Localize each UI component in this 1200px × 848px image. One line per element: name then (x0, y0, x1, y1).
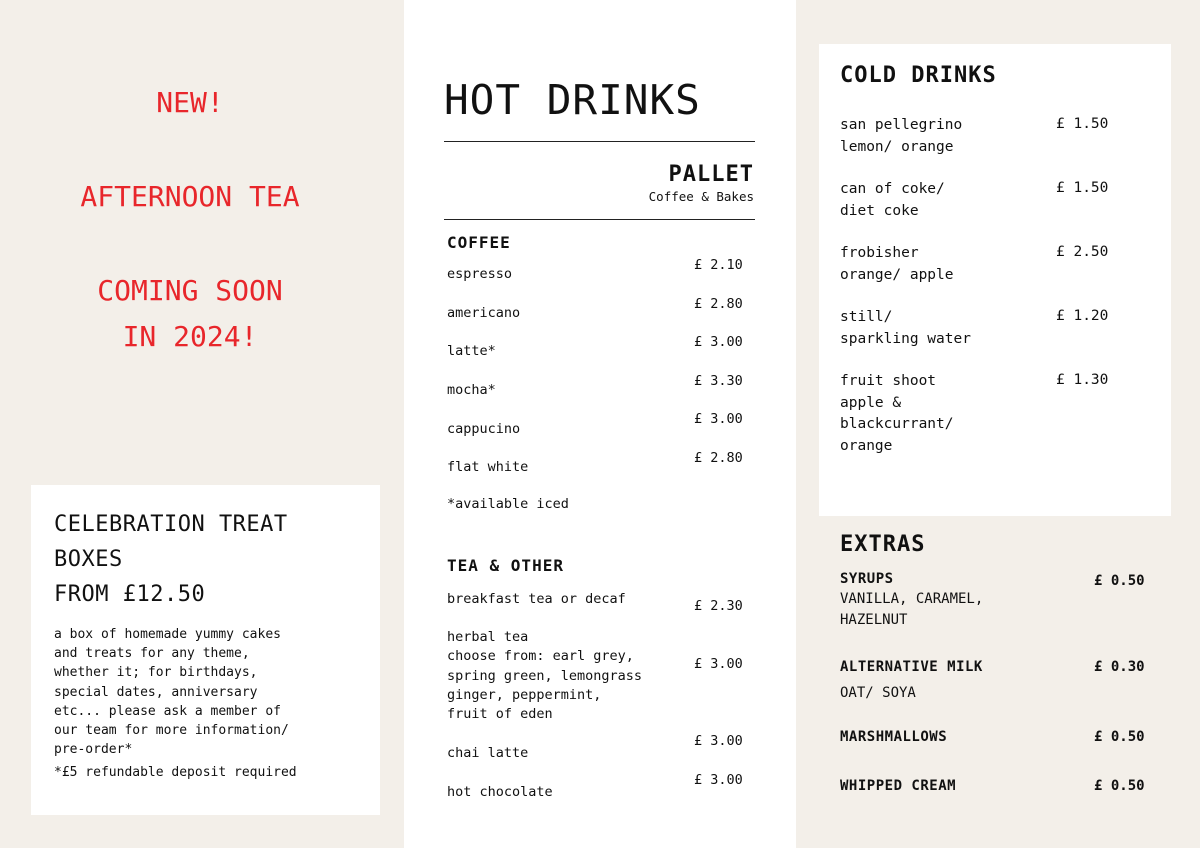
tea-heading: TEA & OTHER (447, 556, 564, 575)
menu-item-name: americano (447, 305, 521, 321)
treat-title (54, 507, 364, 612)
promo-coming-soon: COMING SOON (97, 274, 283, 307)
menu-item-price: £ 2.80 (694, 450, 743, 466)
menu-item-name: breakfast tea or decaf (447, 591, 626, 607)
menu-item-name: flat white (447, 459, 529, 475)
treat-title-line2: BOXES (54, 547, 123, 572)
menu-item-price: £ 2.50 (1056, 244, 1109, 260)
menu-item-price: £ 3.00 (694, 656, 743, 672)
treat-title-line1: CELEBRATION TREAT (54, 512, 288, 537)
menu-item-price: £ 3.00 (694, 733, 743, 749)
menu-item-name: espresso (447, 266, 513, 282)
menu-item-name: cappucino (447, 421, 521, 437)
hot-drinks-panel (404, 0, 796, 848)
brand-subtitle: Coffee & Bakes (648, 189, 754, 204)
menu-item-price: £ 1.50 (1056, 180, 1109, 196)
extras-title: EXTRAS (840, 532, 926, 557)
menu-item-price: £ 3.00 (694, 411, 743, 427)
extra-item-price: £ 0.50 (1094, 729, 1145, 745)
hot-drinks-title: HOT DRINKS (444, 76, 701, 124)
promo-afternoon-tea: AFTERNOON TEA (80, 180, 300, 213)
iced-note: *available iced (447, 496, 569, 512)
menu-item-name: latte* (447, 343, 496, 359)
extra-item-name: WHIPPED CREAM (840, 778, 957, 794)
treat-deposit-note: *£5 refundable deposit required (54, 765, 297, 780)
menu-item-price: £ 1.30 (1056, 372, 1109, 388)
divider (444, 219, 755, 220)
extra-item-name: SYRUPS (840, 571, 894, 587)
menu-item-name: hot chocolate (447, 784, 553, 800)
extra-item-name: ALTERNATIVE MILK (840, 659, 983, 675)
menu-item-price: £ 3.00 (694, 334, 743, 350)
menu-item-name: mocha* (447, 382, 496, 398)
menu-item-price: £ 1.20 (1056, 308, 1109, 324)
menu-item-price: £ 2.30 (694, 598, 743, 614)
right-panel (796, 0, 1200, 848)
divider (444, 141, 755, 142)
menu-item-name: still/ sparkling water (840, 309, 971, 347)
menu-item-price: £ 1.50 (1056, 116, 1109, 132)
treat-description: a box of homemade yummy cakes and treats for any theme, whether it; for birthdays, special dates, anniversary etc... please ask a member of our team for more information/ pre-order* (54, 627, 289, 758)
brand-name: PALLET (668, 162, 754, 187)
extra-item-price: £ 0.50 (1094, 573, 1145, 589)
menu-item-name: can of coke/ diet coke (840, 181, 945, 219)
treat-box-card (31, 485, 380, 815)
menu-item-price: £ 3.00 (694, 772, 743, 788)
menu-item-name: fruit shoot apple & blackcurrant/ orange (840, 373, 954, 454)
brand (649, 162, 754, 204)
menu-item-name: san pellegrino lemon/ orange (840, 117, 963, 155)
extra-item-price: £ 0.50 (1094, 778, 1145, 794)
cold-drinks-card (819, 44, 1171, 516)
extra-item-price: £ 0.30 (1094, 659, 1145, 675)
extra-item-options: VANILLA, CARAMEL, HAZELNUT (840, 591, 984, 628)
promo-new: NEW! (156, 86, 224, 119)
menu-item-price: £ 2.10 (694, 257, 743, 273)
extra-item-name: MARSHMALLOWS (840, 729, 948, 745)
cold-drinks-title: COLD DRINKS (840, 63, 997, 88)
extra-item-options: OAT/ SOYA (840, 685, 916, 701)
treat-title-line3: FROM £12.50 (54, 582, 206, 607)
left-panel (0, 0, 404, 848)
coffee-heading: COFFEE (447, 233, 511, 252)
menu-item-name: chai latte (447, 745, 529, 761)
menu-item-name: herbal tea choose from: earl grey, spring green, lemongrass ginger, peppermint, fruit of eden (447, 629, 643, 723)
promo-year: IN 2024! (122, 320, 258, 353)
menu-item-price: £ 3.30 (694, 373, 743, 389)
menu-item-name: frobisher orange/ apple (840, 245, 954, 283)
menu-item-price: £ 2.80 (694, 296, 743, 312)
